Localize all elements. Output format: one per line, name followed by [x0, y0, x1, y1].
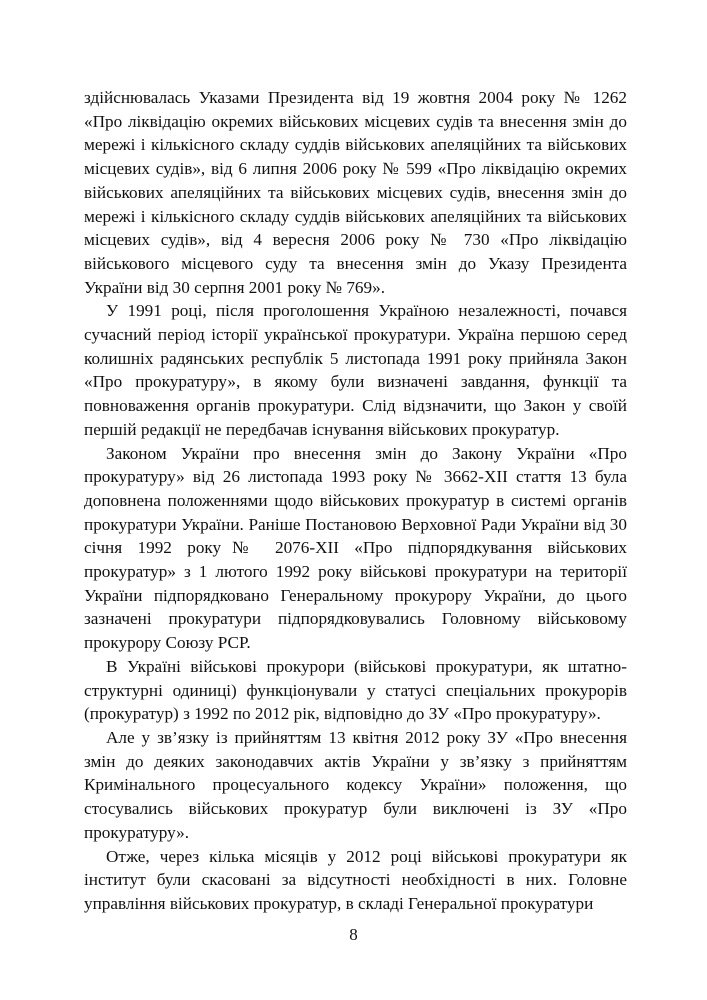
paragraph-3: Законом України про внесення змін до Закону України «Про прокуратуру» від 26 листопада 1993 року № 3662-XII стаття 13 була доповнена положеннями щодо військових прокуратур в системі органів прокуратури України. Раніше Постановою Верховної Ради України від 30 січня 1992 року№ 2076-XII «Про підпорядкування військових прокуратур» з 1 лютого 1992 року військові прокуратури на території України підпорядковано Генеральному прокурору України, до цього зазначені прокуратури підпорядковувались Головному військовому прокурору Союзу РСР. [84, 443, 627, 653]
paragraph-6: Отже, через кілька місяців у 2012 році військові прокуратури як інститут були скасовані за відсутності необхідності в них. Головне управління військових прокуратур, в складі Генеральної прокуратури [84, 846, 627, 913]
page-number: 8 [349, 925, 358, 944]
paragraph-2: У 1991 році, після проголошення Україною незалежності, почався сучасний період історії української прокуратури. Україна першою серед колишніх радянських республік 5 листопада 1991 року прийняла Закон «Про прокуратуру», в якому були визначені завдання, функції та повноваження органів прокуратури. Слід відзначити, що Закон у своїй першій редакції не передбачав існування військових прокуратур. [84, 301, 627, 439]
paragraph-4: В Україні військові прокурори (військові прокуратури, як штатно-структурні одиниці) функціонували у статусі спеціальних прокурорів (прокуратур) з 1992 по 2012 рік, відповідно до ЗУ «Про прокуратуру». [84, 656, 627, 724]
paragraph-1: здійснювалась Указами Президента від 19 жовтня 2004 року № 1262 «Про ліквідацію окремих військових місцевих судів та внесення змін до мережі і кількісного складу суддів військових апеляційних та військових місцевих судів», від 6 липня 2006 року № 599 «Про ліквідацію окремих військових апеляційних та військових місцевих судів, внесення змін до мережі і кількісного складу суддів військових апеляційних та військових місцевих судів», від 4 вересня 2006 року № 730 «Про ліквідацію військового місцевого суду та внесення змін до Указу Президента України від 30 серпня 2001 року № 769». [84, 88, 627, 297]
document-body [84, 86, 627, 916]
paragraph-5: Але у зв’язку із прийняттям 13 квітня 2012 року ЗУ «Про внесення змін до деяких законодавчих актів України у зв’язку з прийняттям Кримінального процесуального кодексу України» положення, що стосувались військових прокуратур були виключені із ЗУ «Про прокуратуру». [84, 727, 627, 842]
